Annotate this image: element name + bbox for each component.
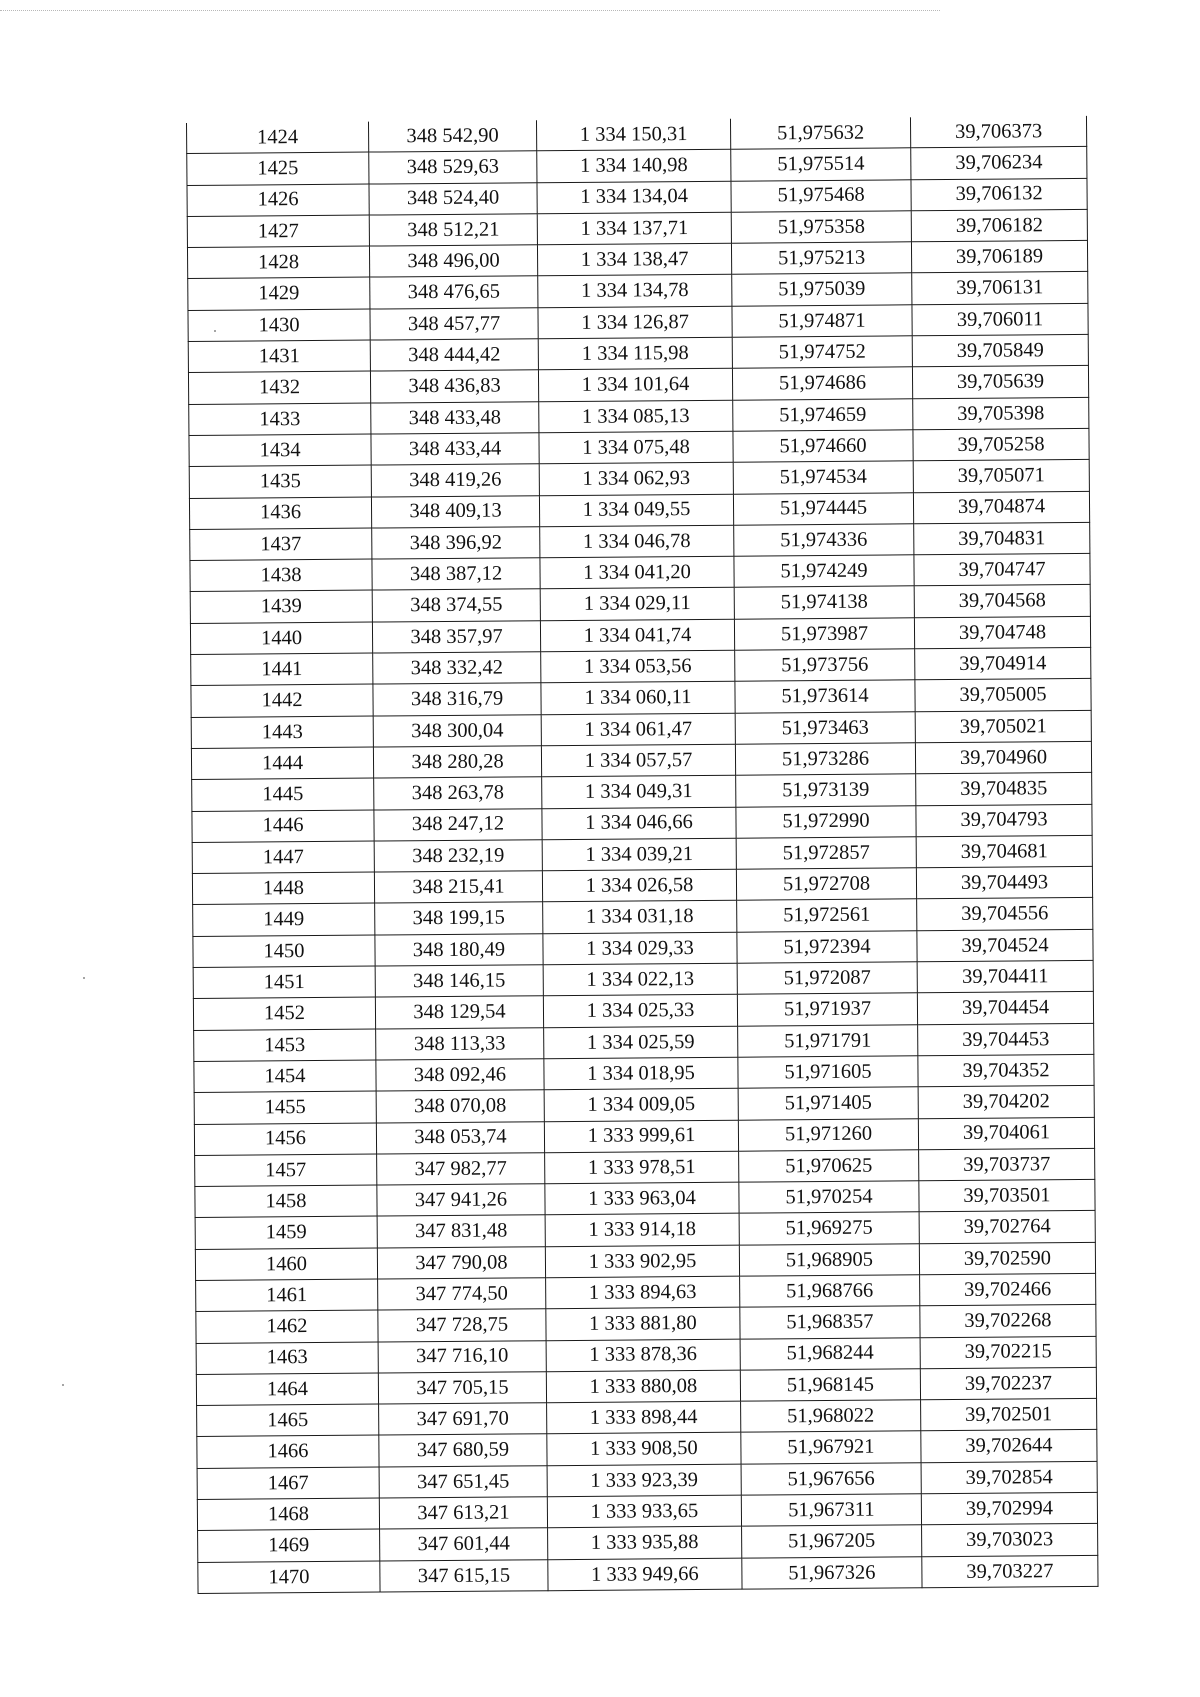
longitude-cell: 39,702268 <box>920 1305 1096 1338</box>
x-coordinate-cell: 347 728,75 <box>378 1309 546 1342</box>
point-number-cell: 1442 <box>191 684 373 717</box>
point-number-cell: 1430 <box>188 309 370 342</box>
y-coordinate-cell: 1 334 057,57 <box>541 744 735 777</box>
x-coordinate-cell: 348 433,48 <box>371 401 539 434</box>
point-number-cell: 1427 <box>187 215 369 248</box>
point-number-cell: 1456 <box>194 1123 376 1156</box>
y-coordinate-cell: 1 334 101,64 <box>538 369 732 402</box>
scan-edge-line <box>0 10 940 11</box>
x-coordinate-cell: 348 542,90 <box>368 120 536 152</box>
y-coordinate-cell: 1 334 134,78 <box>538 275 732 308</box>
longitude-cell: 39,706131 <box>912 272 1088 305</box>
longitude-cell: 39,702466 <box>920 1273 1096 1306</box>
point-number-cell: 1462 <box>196 1310 378 1343</box>
point-number-cell: 1464 <box>196 1373 378 1406</box>
x-coordinate-cell: 348 232,19 <box>374 840 542 873</box>
y-coordinate-cell: 1 333 999,61 <box>544 1120 738 1153</box>
point-number-cell: 1441 <box>191 653 373 686</box>
point-number-cell: 1438 <box>190 559 372 592</box>
longitude-cell: 39,702501 <box>921 1399 1097 1432</box>
x-coordinate-cell: 348 113,33 <box>376 1027 544 1060</box>
latitude-cell: 51,975468 <box>731 179 911 212</box>
x-coordinate-cell: 347 691,70 <box>379 1403 547 1436</box>
latitude-cell: 51,970254 <box>739 1181 919 1214</box>
latitude-cell: 51,967311 <box>741 1494 921 1527</box>
y-coordinate-cell: 1 333 880,08 <box>546 1370 740 1403</box>
x-coordinate-cell: 348 263,78 <box>374 777 542 810</box>
longitude-cell: 39,704793 <box>916 804 1092 837</box>
latitude-cell: 51,972087 <box>737 962 917 995</box>
y-coordinate-cell: 1 334 150,31 <box>536 119 730 151</box>
longitude-cell: 39,702644 <box>921 1430 1097 1463</box>
longitude-cell: 39,704874 <box>913 491 1089 524</box>
y-coordinate-cell: 1 334 026,58 <box>542 869 736 902</box>
point-number-cell: 1431 <box>188 340 370 373</box>
longitude-cell: 39,706132 <box>911 178 1087 211</box>
x-coordinate-cell: 348 419,26 <box>371 464 539 497</box>
longitude-cell: 39,704747 <box>914 554 1090 587</box>
y-coordinate-cell: 1 334 085,13 <box>539 400 733 433</box>
latitude-cell: 51,973987 <box>734 618 914 651</box>
longitude-cell: 39,704681 <box>916 835 1092 868</box>
latitude-cell: 51,972708 <box>736 868 916 901</box>
x-coordinate-cell: 348 444,42 <box>370 339 538 372</box>
latitude-cell: 51,975039 <box>732 273 912 306</box>
longitude-cell: 39,704524 <box>917 929 1093 962</box>
x-coordinate-cell: 348 247,12 <box>374 808 542 841</box>
y-coordinate-cell: 1 334 138,47 <box>537 243 731 276</box>
coordinates-table-body <box>186 116 1098 1593</box>
y-coordinate-cell: 1 333 963,04 <box>545 1182 739 1215</box>
point-number-cell: 1436 <box>189 497 371 530</box>
latitude-cell: 51,968145 <box>740 1369 920 1402</box>
x-coordinate-cell: 348 357,97 <box>372 620 540 653</box>
point-number-cell: 1443 <box>191 716 373 749</box>
latitude-cell: 51,969275 <box>739 1212 919 1245</box>
y-coordinate-cell: 1 333 908,50 <box>547 1433 741 1466</box>
y-coordinate-cell: 1 333 878,36 <box>546 1339 740 1372</box>
x-coordinate-cell: 348 512,21 <box>369 214 537 247</box>
longitude-cell: 39,705021 <box>915 710 1091 743</box>
longitude-cell: 39,706373 <box>910 116 1086 148</box>
x-coordinate-cell: 347 651,45 <box>379 1465 547 1498</box>
latitude-cell: 51,975358 <box>731 211 911 244</box>
point-number-cell: 1461 <box>196 1279 378 1312</box>
longitude-cell: 39,703737 <box>919 1148 1095 1181</box>
latitude-cell: 51,974752 <box>732 336 912 369</box>
y-coordinate-cell: 1 334 053,56 <box>541 650 735 683</box>
longitude-cell: 39,703227 <box>922 1555 1098 1588</box>
longitude-cell: 39,704748 <box>914 616 1090 649</box>
latitude-cell: 51,974138 <box>734 586 914 619</box>
point-number-cell: 1453 <box>194 1029 376 1062</box>
latitude-cell: 51,968766 <box>740 1275 920 1308</box>
longitude-cell: 39,704352 <box>918 1054 1094 1087</box>
x-coordinate-cell: 348 457,77 <box>370 308 538 341</box>
x-coordinate-cell: 348 529,63 <box>369 151 537 184</box>
point-number-cell: 1469 <box>198 1529 380 1562</box>
latitude-cell: 51,971937 <box>737 993 917 1026</box>
y-coordinate-cell: 1 334 022,13 <box>543 963 737 996</box>
latitude-cell: 51,975632 <box>730 117 910 149</box>
x-coordinate-cell: 347 831,48 <box>377 1215 545 1248</box>
latitude-cell: 51,975213 <box>731 242 911 275</box>
point-number-cell: 1435 <box>189 465 371 498</box>
latitude-cell: 51,973463 <box>735 711 915 744</box>
x-coordinate-cell: 348 280,28 <box>373 746 541 779</box>
y-coordinate-cell: 1 333 923,39 <box>547 1464 741 1497</box>
latitude-cell: 51,974534 <box>733 461 913 494</box>
point-number-cell: 1433 <box>189 403 371 436</box>
x-coordinate-cell: 348 436,83 <box>370 370 538 403</box>
longitude-cell: 39,704831 <box>914 522 1090 555</box>
latitude-cell: 51,974659 <box>733 398 913 431</box>
latitude-cell: 51,968357 <box>740 1306 920 1339</box>
y-coordinate-cell: 1 333 902,95 <box>545 1245 739 1278</box>
longitude-cell: 39,704556 <box>917 898 1093 931</box>
latitude-cell: 51,974336 <box>734 524 914 557</box>
latitude-cell: 51,973756 <box>735 649 915 682</box>
point-number-cell: 1450 <box>193 935 375 968</box>
latitude-cell: 51,967921 <box>741 1431 921 1464</box>
latitude-cell: 51,967326 <box>742 1556 922 1589</box>
y-coordinate-cell: 1 333 898,44 <box>547 1401 741 1434</box>
x-coordinate-cell: 347 705,15 <box>378 1372 546 1405</box>
y-coordinate-cell: 1 334 009,05 <box>544 1088 738 1121</box>
point-number-cell: 1468 <box>197 1498 379 1531</box>
longitude-cell: 39,704914 <box>915 647 1091 680</box>
longitude-cell: 39,705639 <box>912 366 1088 399</box>
latitude-cell: 51,967656 <box>741 1463 921 1496</box>
x-coordinate-cell: 347 941,26 <box>377 1184 545 1217</box>
y-coordinate-cell: 1 334 039,21 <box>542 838 736 871</box>
point-number-cell: 1445 <box>192 778 374 811</box>
longitude-cell: 39,703023 <box>922 1524 1098 1557</box>
y-coordinate-cell: 1 334 041,74 <box>540 619 734 652</box>
longitude-cell: 39,705071 <box>913 460 1089 493</box>
scan-speck <box>62 1384 64 1386</box>
longitude-cell: 39,704453 <box>918 1023 1094 1056</box>
x-coordinate-cell: 348 524,40 <box>369 182 537 215</box>
latitude-cell: 51,971605 <box>738 1056 918 1089</box>
y-coordinate-cell: 1 334 060,11 <box>541 682 735 715</box>
longitude-cell: 39,702590 <box>919 1242 1095 1275</box>
point-number-cell: 1432 <box>188 371 370 404</box>
latitude-cell: 51,974445 <box>733 492 913 525</box>
latitude-cell: 51,974660 <box>733 430 913 463</box>
x-coordinate-cell: 348 053,74 <box>376 1121 544 1154</box>
point-number-cell: 1451 <box>193 966 375 999</box>
point-number-cell: 1439 <box>190 591 372 624</box>
latitude-cell: 51,975514 <box>731 148 911 181</box>
y-coordinate-cell: 1 333 949,66 <box>548 1558 742 1591</box>
y-coordinate-cell: 1 334 140,98 <box>537 150 731 183</box>
point-number-cell: 1467 <box>197 1467 379 1500</box>
point-number-cell: 1449 <box>193 903 375 936</box>
y-coordinate-cell: 1 334 041,20 <box>540 556 734 589</box>
y-coordinate-cell: 1 334 061,47 <box>541 713 735 746</box>
x-coordinate-cell: 348 180,49 <box>375 933 543 966</box>
longitude-cell: 39,705398 <box>913 397 1089 430</box>
x-coordinate-cell: 347 774,50 <box>378 1278 546 1311</box>
y-coordinate-cell: 1 334 018,95 <box>544 1057 738 1090</box>
y-coordinate-cell: 1 334 025,59 <box>544 1026 738 1059</box>
point-number-cell: 1444 <box>191 747 373 780</box>
longitude-cell: 39,704568 <box>914 585 1090 618</box>
longitude-cell: 39,704411 <box>917 960 1093 993</box>
x-coordinate-cell: 348 496,00 <box>369 245 537 278</box>
latitude-cell: 51,971791 <box>738 1024 918 1057</box>
latitude-cell: 51,967205 <box>742 1525 922 1558</box>
y-coordinate-cell: 1 333 935,88 <box>548 1527 742 1560</box>
coordinates-table <box>186 116 1099 1594</box>
y-coordinate-cell: 1 334 134,04 <box>537 181 731 214</box>
longitude-cell: 39,706182 <box>911 209 1087 242</box>
x-coordinate-cell: 348 476,65 <box>370 276 538 309</box>
point-number-cell: 1428 <box>187 246 369 279</box>
point-number-cell: 1463 <box>196 1342 378 1375</box>
y-coordinate-cell: 1 334 025,33 <box>543 995 737 1028</box>
longitude-cell: 39,705849 <box>912 334 1088 367</box>
y-coordinate-cell: 1 333 978,51 <box>545 1151 739 1184</box>
latitude-cell: 51,974871 <box>732 305 912 338</box>
y-coordinate-cell: 1 334 046,78 <box>540 525 734 558</box>
x-coordinate-cell: 348 396,92 <box>372 527 540 560</box>
y-coordinate-cell: 1 334 049,55 <box>539 494 733 527</box>
longitude-cell: 39,702764 <box>919 1211 1095 1244</box>
point-number-cell: 1470 <box>198 1561 380 1594</box>
point-number-cell: 1460 <box>195 1248 377 1281</box>
longitude-cell: 39,702215 <box>920 1336 1096 1369</box>
point-number-cell: 1424 <box>186 122 368 154</box>
x-coordinate-cell: 347 680,59 <box>379 1434 547 1467</box>
latitude-cell: 51,968905 <box>739 1243 919 1276</box>
point-number-cell: 1434 <box>189 434 371 467</box>
x-coordinate-cell: 348 070,08 <box>376 1090 544 1123</box>
latitude-cell: 51,971405 <box>738 1087 918 1120</box>
point-number-cell: 1465 <box>197 1404 379 1437</box>
longitude-cell: 39,704960 <box>915 741 1091 774</box>
longitude-cell: 39,704493 <box>916 867 1092 900</box>
point-number-cell: 1446 <box>192 810 374 843</box>
x-coordinate-cell: 348 146,15 <box>375 965 543 998</box>
point-number-cell: 1457 <box>195 1154 377 1187</box>
y-coordinate-cell: 1 334 115,98 <box>538 337 732 370</box>
x-coordinate-cell: 348 300,04 <box>373 714 541 747</box>
latitude-cell: 51,974686 <box>732 367 912 400</box>
x-coordinate-cell: 348 409,13 <box>371 495 539 528</box>
x-coordinate-cell: 348 332,42 <box>373 652 541 685</box>
longitude-cell: 39,702994 <box>921 1492 1097 1525</box>
y-coordinate-cell: 1 333 933,65 <box>547 1495 741 1528</box>
longitude-cell: 39,704835 <box>916 773 1092 806</box>
longitude-cell: 39,703501 <box>919 1179 1095 1212</box>
y-coordinate-cell: 1 334 137,71 <box>537 212 731 245</box>
longitude-cell: 39,702854 <box>921 1461 1097 1494</box>
point-number-cell: 1425 <box>187 152 369 185</box>
y-coordinate-cell: 1 334 029,33 <box>543 932 737 965</box>
x-coordinate-cell: 348 433,44 <box>371 433 539 466</box>
x-coordinate-cell: 347 601,44 <box>380 1528 548 1561</box>
y-coordinate-cell: 1 334 046,66 <box>542 807 736 840</box>
latitude-cell: 51,973286 <box>735 743 915 776</box>
point-number-cell: 1429 <box>188 278 370 311</box>
y-coordinate-cell: 1 333 894,63 <box>546 1276 740 1309</box>
longitude-cell: 39,704454 <box>917 992 1093 1025</box>
point-number-cell: 1437 <box>190 528 372 561</box>
latitude-cell: 51,972857 <box>736 837 916 870</box>
y-coordinate-cell: 1 334 062,93 <box>539 462 733 495</box>
point-number-cell: 1454 <box>194 1060 376 1093</box>
x-coordinate-cell: 348 215,41 <box>374 871 542 904</box>
latitude-cell: 51,968244 <box>740 1337 920 1370</box>
longitude-cell: 39,702237 <box>920 1367 1096 1400</box>
latitude-cell: 51,972561 <box>737 899 917 932</box>
longitude-cell: 39,704202 <box>918 1086 1094 1119</box>
y-coordinate-cell: 1 334 029,11 <box>540 588 734 621</box>
x-coordinate-cell: 347 982,77 <box>377 1153 545 1186</box>
x-coordinate-cell: 347 716,10 <box>378 1340 546 1373</box>
y-coordinate-cell: 1 334 075,48 <box>539 431 733 464</box>
x-coordinate-cell: 347 790,08 <box>377 1246 545 1279</box>
point-number-cell: 1447 <box>192 841 374 874</box>
scan-speck <box>83 977 85 979</box>
y-coordinate-cell: 1 333 881,80 <box>546 1307 740 1340</box>
latitude-cell: 51,970625 <box>739 1150 919 1183</box>
y-coordinate-cell: 1 334 049,31 <box>542 775 736 808</box>
longitude-cell: 39,706234 <box>911 147 1087 180</box>
y-coordinate-cell: 1 333 914,18 <box>545 1214 739 1247</box>
longitude-cell: 39,704061 <box>918 1117 1094 1150</box>
x-coordinate-cell: 348 092,46 <box>376 1059 544 1092</box>
x-coordinate-cell: 348 199,15 <box>375 902 543 935</box>
point-number-cell: 1458 <box>195 1185 377 1218</box>
x-coordinate-cell: 347 615,15 <box>380 1559 548 1592</box>
latitude-cell: 51,974249 <box>734 555 914 588</box>
latitude-cell: 51,973139 <box>736 774 916 807</box>
point-number-cell: 1452 <box>193 997 375 1030</box>
latitude-cell: 51,972990 <box>736 805 916 838</box>
latitude-cell: 51,971260 <box>738 1118 918 1151</box>
point-number-cell: 1459 <box>195 1216 377 1249</box>
point-number-cell: 1466 <box>197 1435 379 1468</box>
x-coordinate-cell: 348 316,79 <box>373 683 541 716</box>
point-number-cell: 1440 <box>190 622 372 655</box>
x-coordinate-cell: 348 374,55 <box>372 589 540 622</box>
longitude-cell: 39,706011 <box>912 303 1088 336</box>
table-row <box>198 1555 1098 1593</box>
y-coordinate-cell: 1 334 031,18 <box>543 901 737 934</box>
point-number-cell: 1448 <box>192 872 374 905</box>
longitude-cell: 39,705258 <box>913 428 1089 461</box>
x-coordinate-cell: 347 613,21 <box>379 1497 547 1530</box>
x-coordinate-cell: 348 129,54 <box>375 996 543 1029</box>
latitude-cell: 51,973614 <box>735 680 915 713</box>
point-number-cell: 1455 <box>194 1091 376 1124</box>
longitude-cell: 39,705005 <box>915 679 1091 712</box>
latitude-cell: 51,972394 <box>737 931 917 964</box>
latitude-cell: 51,968022 <box>741 1400 921 1433</box>
longitude-cell: 39,706189 <box>911 241 1087 274</box>
point-number-cell: 1426 <box>187 184 369 217</box>
x-coordinate-cell: 348 387,12 <box>372 558 540 591</box>
y-coordinate-cell: 1 334 126,87 <box>538 306 732 339</box>
